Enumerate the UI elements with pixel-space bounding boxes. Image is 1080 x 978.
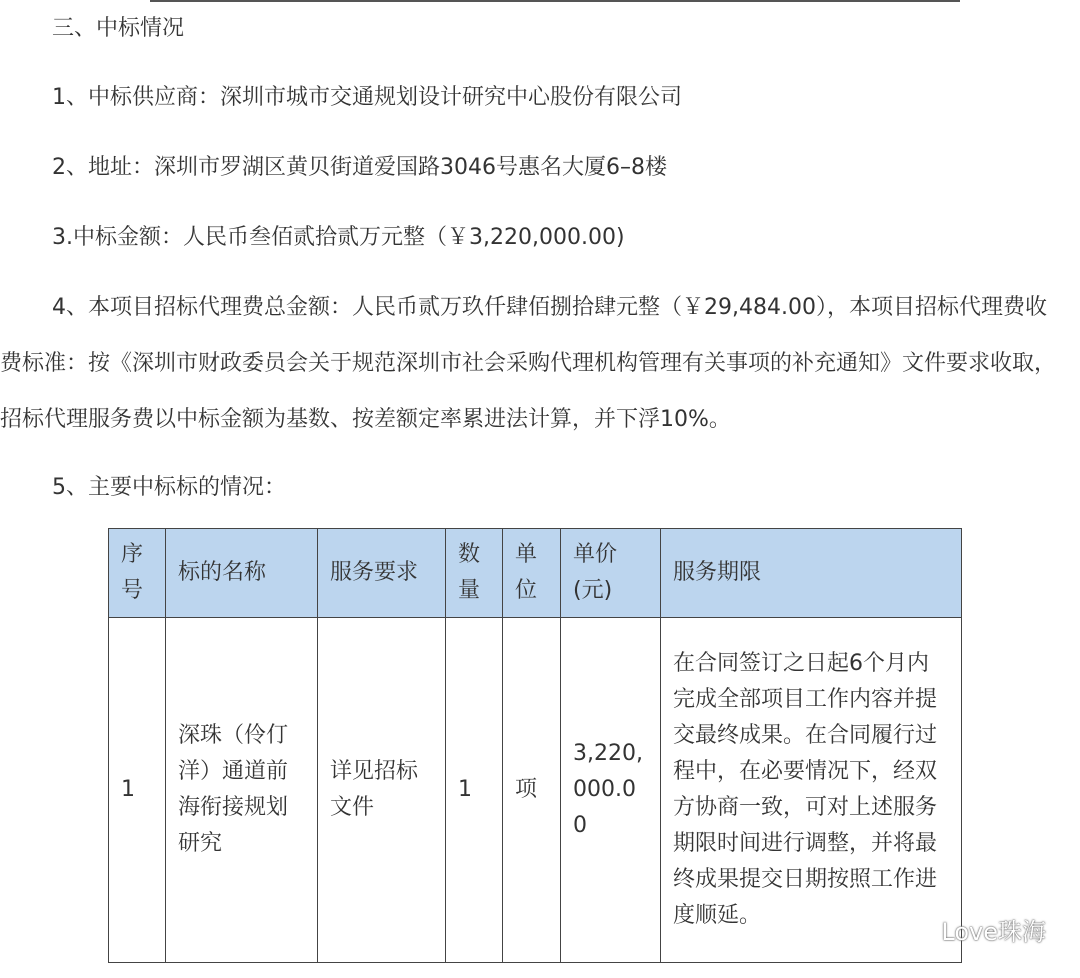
cell-no: 1 (109, 618, 166, 963)
agency-fee-paragraph: 4、本项目招标代理费总金额：人民币贰万玖仟肆佰捌拾肆元整（￥29,484.00），本项目招标代理费收费标准：按《深圳市财政委员会关于规范深圳市社会采购代理机构管理有关事项的补充通知》文件要求收取，招标代理服务费以中标金额为基数、按差额定率累进法计算，并下浮10%。 (0, 295, 1057, 432)
header-requirement: 服务要求 (318, 529, 446, 618)
header-quantity: 数量 (446, 529, 503, 618)
header-name: 标的名称 (166, 529, 318, 618)
cell-period: 在合同签订之日起6个月内完成全部项目工作内容并提交最终成果。在合同履行过程中，在必要情况下，经双方协商一致，可对上述服务期限时间进行调整，并将最终成果提交日期按照工作进度顺延。 (661, 618, 962, 963)
address-line: 2、地址：深圳市罗湖区黄贝街道爱国路3046号惠名大厦6–8楼 (52, 155, 667, 180)
table-header-row (109, 529, 962, 618)
cell-quantity: 1 (446, 618, 503, 963)
supplier-line: 1、中标供应商：深圳市城市交通规划设计研究中心股份有限公司 (52, 85, 682, 110)
bid-items-table (108, 528, 962, 963)
watermark-text: Love珠海 (941, 918, 1046, 946)
header-no: 序号 (109, 529, 166, 618)
table-row (109, 618, 962, 963)
cell-name: 深珠（伶仃洋）通道前海衔接规划研究 (166, 618, 318, 963)
watermark (907, 912, 1046, 947)
amount-line: 3.中标金额：人民币叁佰贰拾贰万元整（￥3,220,000.00) (52, 225, 625, 250)
cell-unit-price: 3,220,000.00 (561, 618, 661, 963)
main-items-title: 5、主要中标标的情况： (52, 475, 286, 500)
cell-requirement: 详见招标文件 (318, 618, 446, 963)
header-period: 服务期限 (661, 529, 962, 618)
header-unit-price: 单价(元) (561, 529, 661, 618)
cell-unit: 项 (503, 618, 561, 963)
wechat-icon (907, 918, 935, 942)
section-title: 三、中标情况 (52, 16, 185, 41)
top-divider (150, 0, 960, 2)
header-unit: 单位 (503, 529, 561, 618)
